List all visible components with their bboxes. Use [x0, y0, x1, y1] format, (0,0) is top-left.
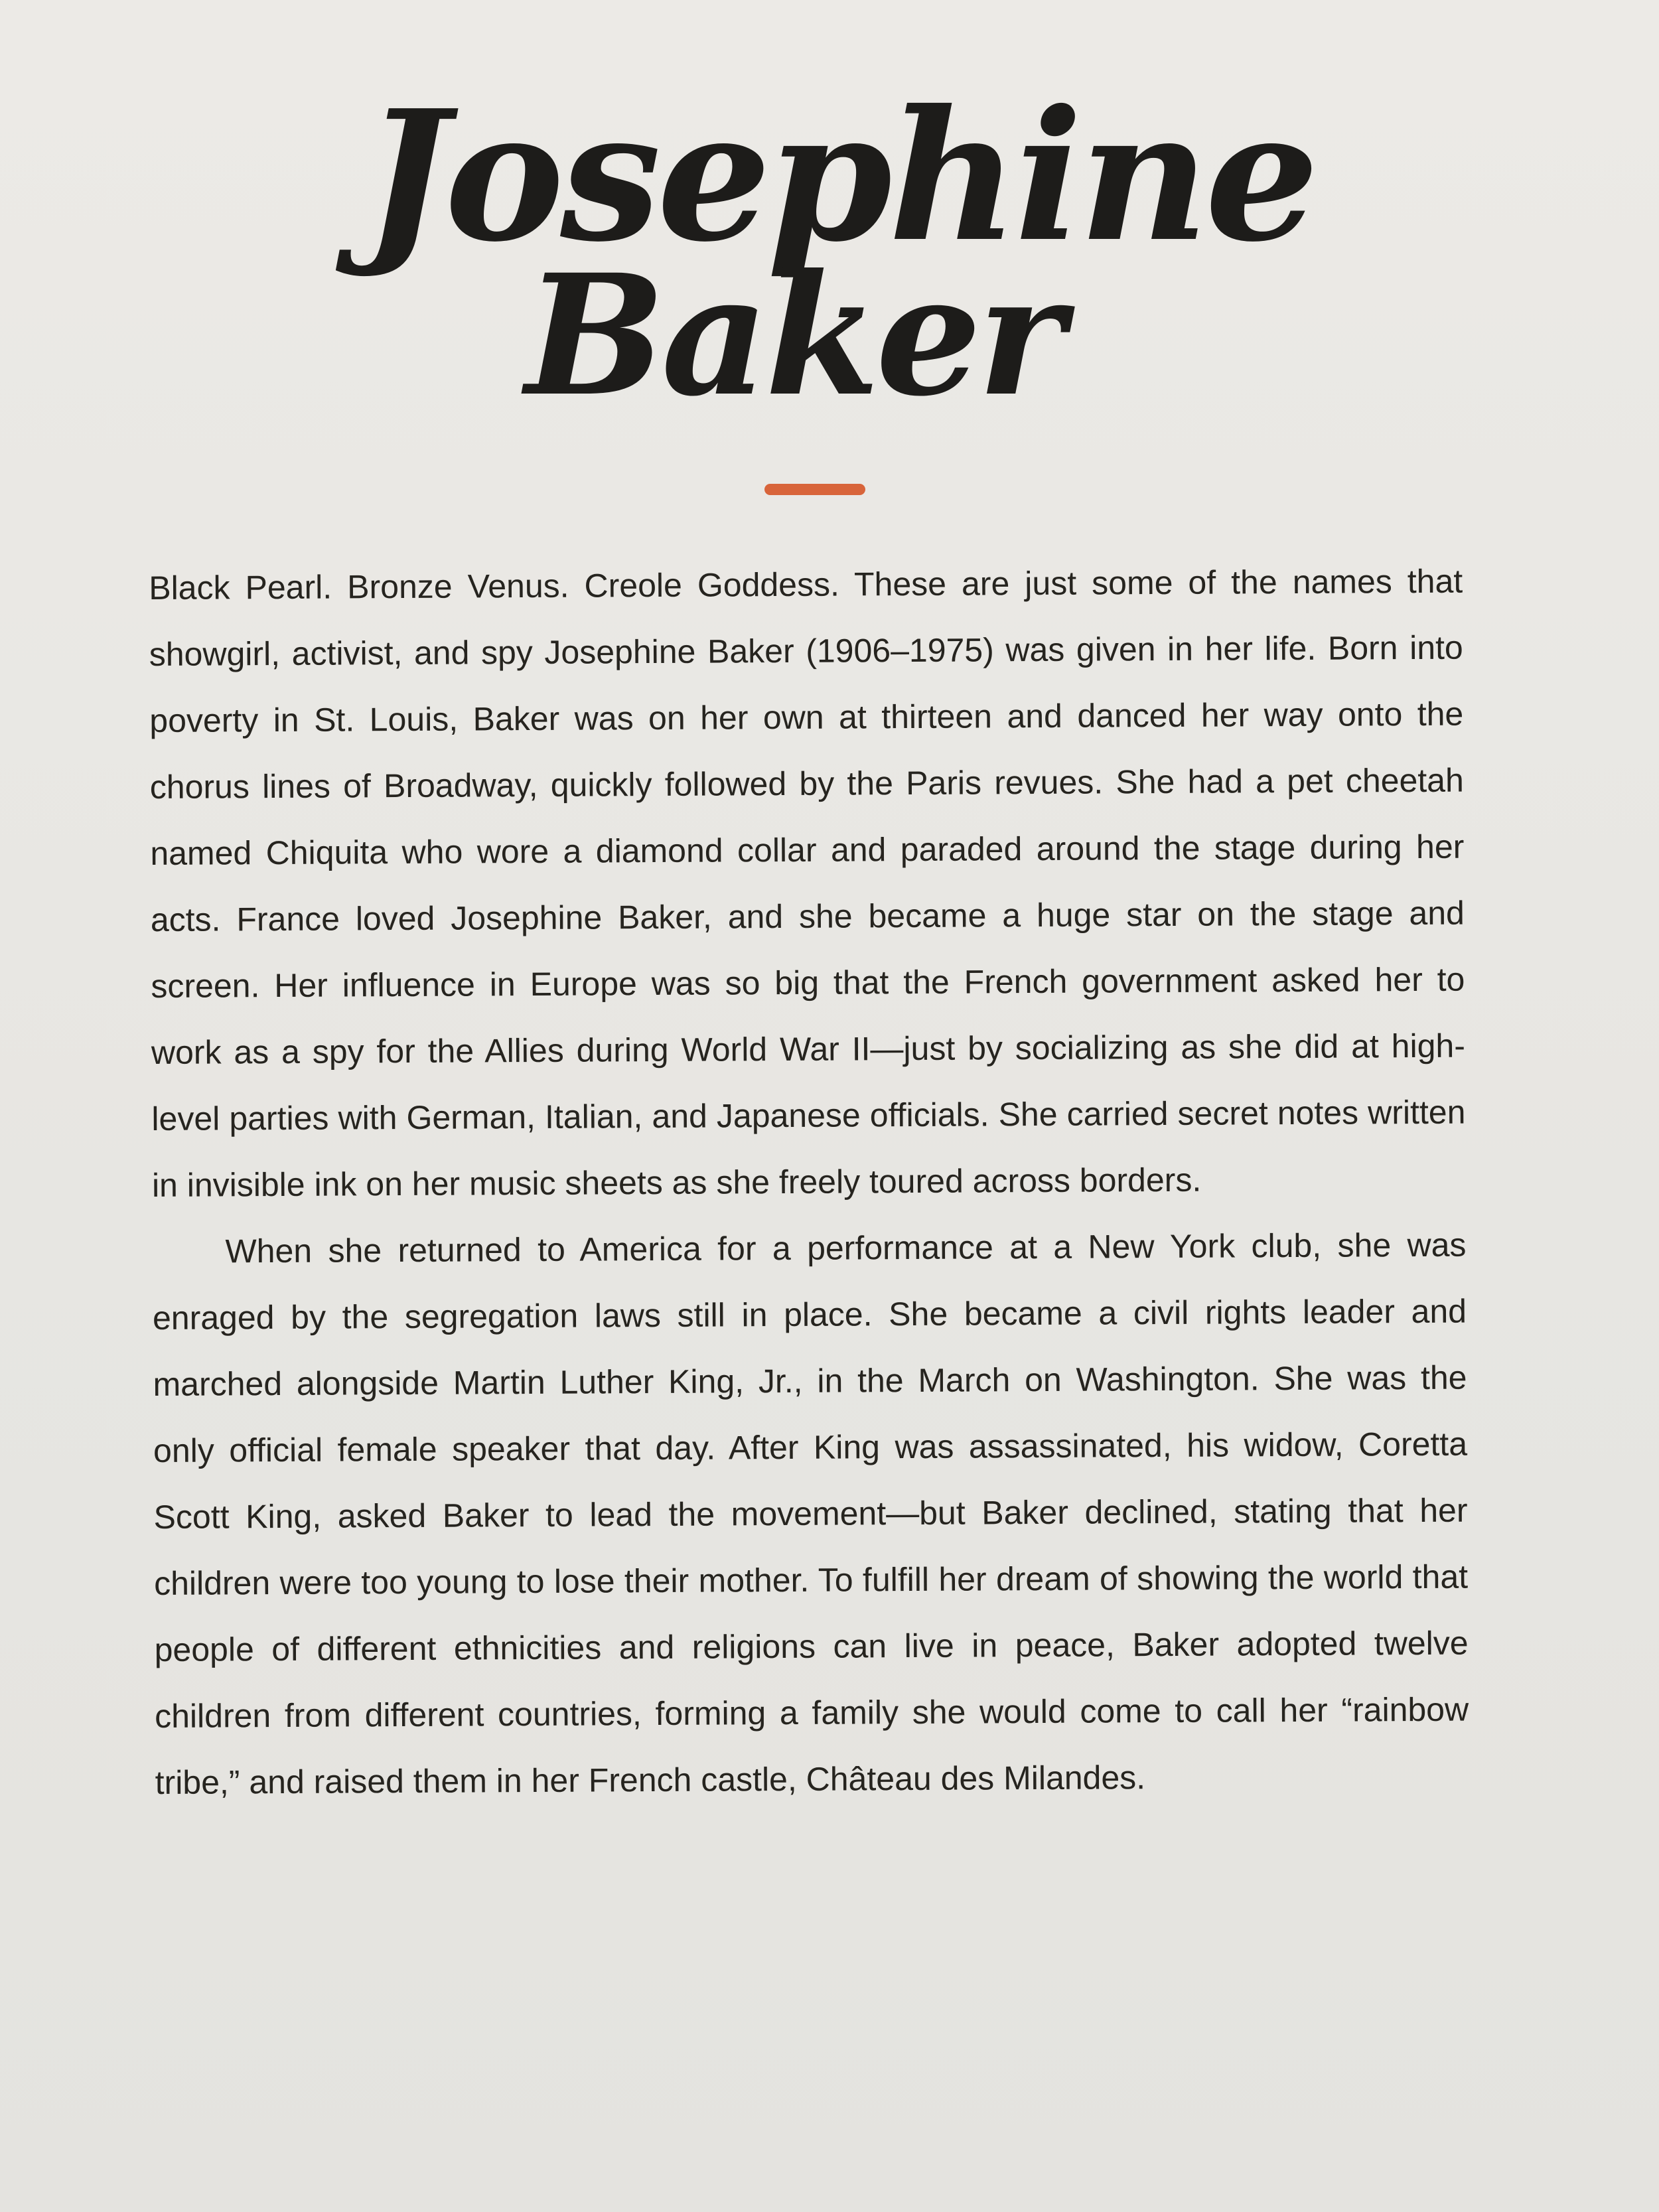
page-title: [0, 70, 1659, 433]
title-underline-accent: [764, 484, 865, 495]
biography-paragraph-2: When she returned to America for a performance at a New York club, she was enraged by the segregation laws still in place. She became a civil rights leader and marched alongside Martin Luther King, Jr., in the March on Washington. She was the only official female speaker that day. After King was assassinated, his widow, Coretta Scott King, asked Baker to lead the movement—but Baker declined, stating that her children were too young to lose their mother. To fulfill her dream of showing the world that people of different ethnicities and religions can live in peace, Baker adopted twelve children from different countries, forming a family she would come to call her “rainbow tribe,” and raised them in her French castle, Château des Milandes.: [152, 1226, 1469, 1801]
title-first-name: Josephine: [364, 70, 1315, 281]
biography-text: [149, 548, 1469, 1816]
title-last-name: Baker: [525, 238, 1061, 433]
biography-paragraph-1: Black Pearl. Bronze Venus. Creole Goddess. These are just some of the names that showgirl, activist, and spy Josephine Baker (1906–1975) was given in her life. Born into poverty in St. Louis, Baker was on her own at thirteen and danced her way onto the chorus lines of Broadway, quickly followed by the Paris revues. She had a pet cheetah named Chiquita who wore a diamond collar and paraded around the stage during her acts. France loved Josephine Baker, and she became a huge star on the stage and screen. Her influence in Europe was so big that the French government asked her to work as a spy for the Allies during World War II—just by socializing as she did at high-level parties with German, Italian, and Japanese officials. She carried secret notes written in invisible ink on her music sheets as she freely toured across borders.: [149, 562, 1466, 1204]
